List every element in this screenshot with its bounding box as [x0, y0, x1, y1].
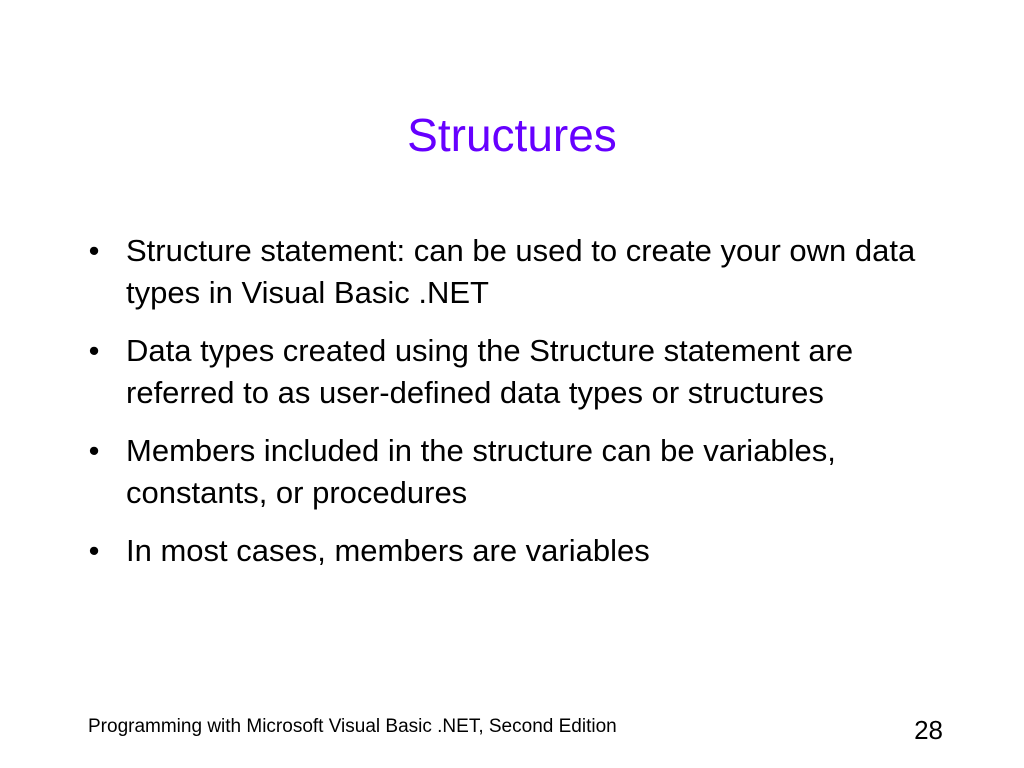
bullet-marker: • — [88, 533, 100, 568]
bullet-item — [84, 330, 964, 414]
footer-text: Programming with Microsoft Visual Basic .NET, Second Edition — [88, 716, 617, 737]
bullet-text: Members included in the structure can be variables, constants, or procedures — [126, 433, 836, 510]
bullet-list — [84, 230, 964, 588]
bullet-marker: • — [88, 233, 100, 268]
bullet-marker: • — [88, 433, 100, 468]
bullet-marker: • — [88, 333, 100, 368]
bullet-item — [84, 430, 964, 514]
slide-title: Structures — [407, 109, 617, 161]
bullet-item — [84, 230, 964, 314]
bullet-text: Structure statement: can be used to create your own data types in Visual Basic .NET — [126, 233, 916, 310]
bullet-text: In most cases, members are variables — [126, 533, 650, 568]
bullet-text: Data types created using the Structure statement are referred to as user-defined data types or structures — [126, 333, 854, 410]
bullet-item — [84, 530, 964, 572]
page-number: 28 — [914, 715, 943, 745]
